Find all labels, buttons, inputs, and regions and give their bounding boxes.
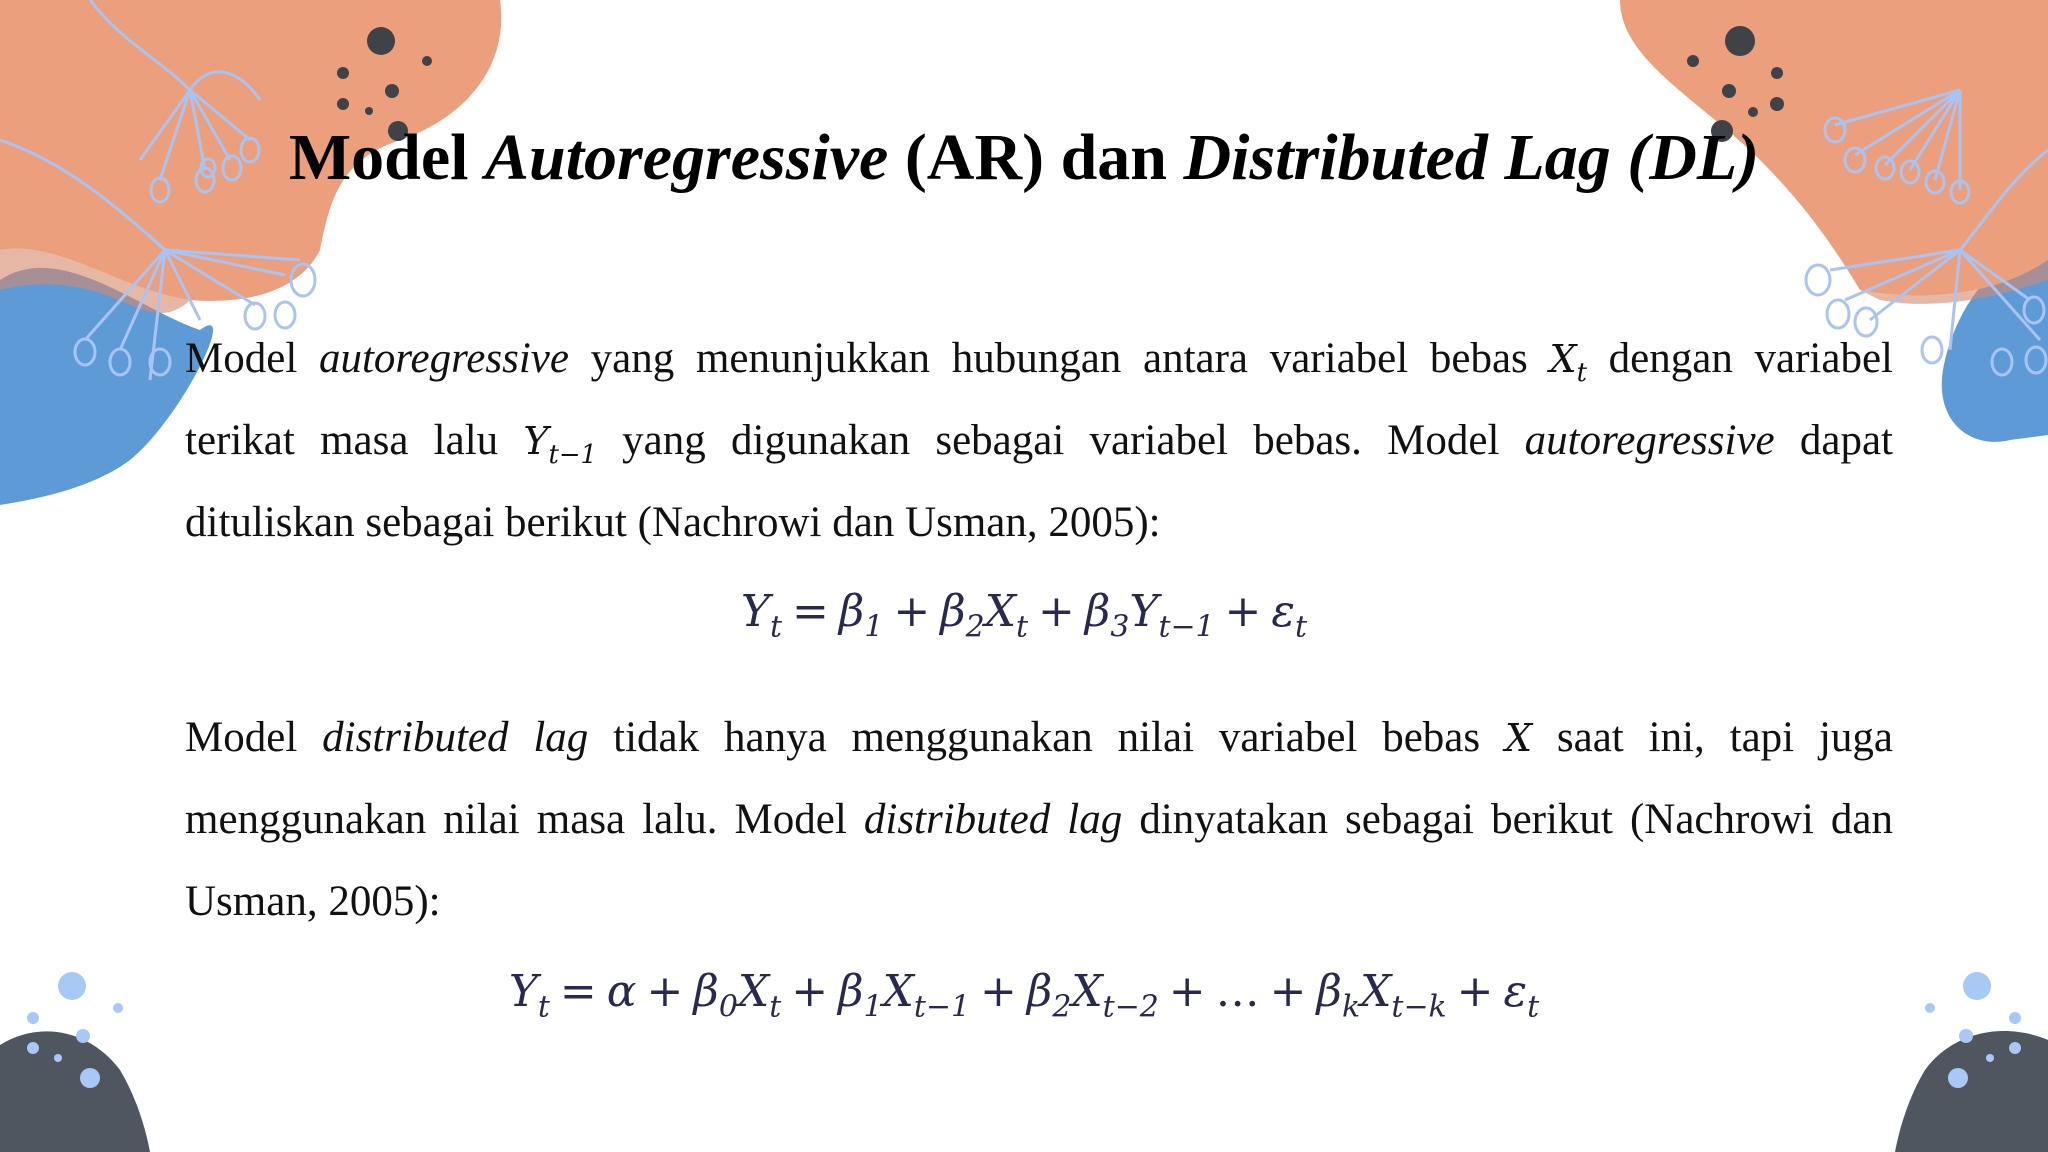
paragraph-distributed-lag: Model distributed lag tidak hanya menggunakan nilai variabel bebas X saat ini, tapi juga menggunakan nilai masa lalu. Model distributed lag dinyatakan sebagai berikut (Nachrowi dan Usman, 2005):	[185, 714, 1893, 925]
term-autoregressive: autoregressive	[318, 335, 569, 382]
equation-ar: $Y_t = \beta_1 + \beta_2X_t + \beta_3Y_{t-1} + \varepsilon_t$	[740, 586, 1308, 645]
title-autoregressive: Autoregressive	[484, 121, 889, 194]
symbol-x-t: $X_t$	[1549, 337, 1587, 389]
slide-title	[0, 118, 2048, 198]
title-distributed-lag: Distributed Lag (DL)	[1183, 121, 1760, 194]
paragraph-autoregressive: Model autoregressive yang menunjukkan hubungan antara variabel bebas $X_t$ dengan variabel terikat masa lalu $Y_{t-1}$ yang digunakan sebagai variabel bebas. Model autoregressive dapat dituliskan sebagai berikut (Nachrowi dan Usman, 2005):	[185, 335, 1893, 546]
bottom-right-blob-decoration	[1895, 1031, 2048, 1152]
bottom-left-blob-decoration	[0, 1031, 150, 1152]
symbol-x: X	[1504, 716, 1533, 760]
equation-dl: $Y_t = \alpha + \beta_0X_t + \beta_1X_{t-1} + \beta_2X_{t-2}$ + … + $\beta_kX_{t-k} + \varepsilon_t$	[508, 966, 1540, 1025]
term-distributed-lag: distributed lag	[863, 796, 1123, 843]
title-text: Model	[288, 121, 485, 194]
title-text: (AR) dan	[888, 121, 1184, 194]
term-autoregressive: autoregressive	[1524, 417, 1775, 464]
symbol-y-t-1: $Y_{t-1}$	[523, 419, 597, 471]
term-distributed-lag: distributed lag	[322, 714, 589, 761]
